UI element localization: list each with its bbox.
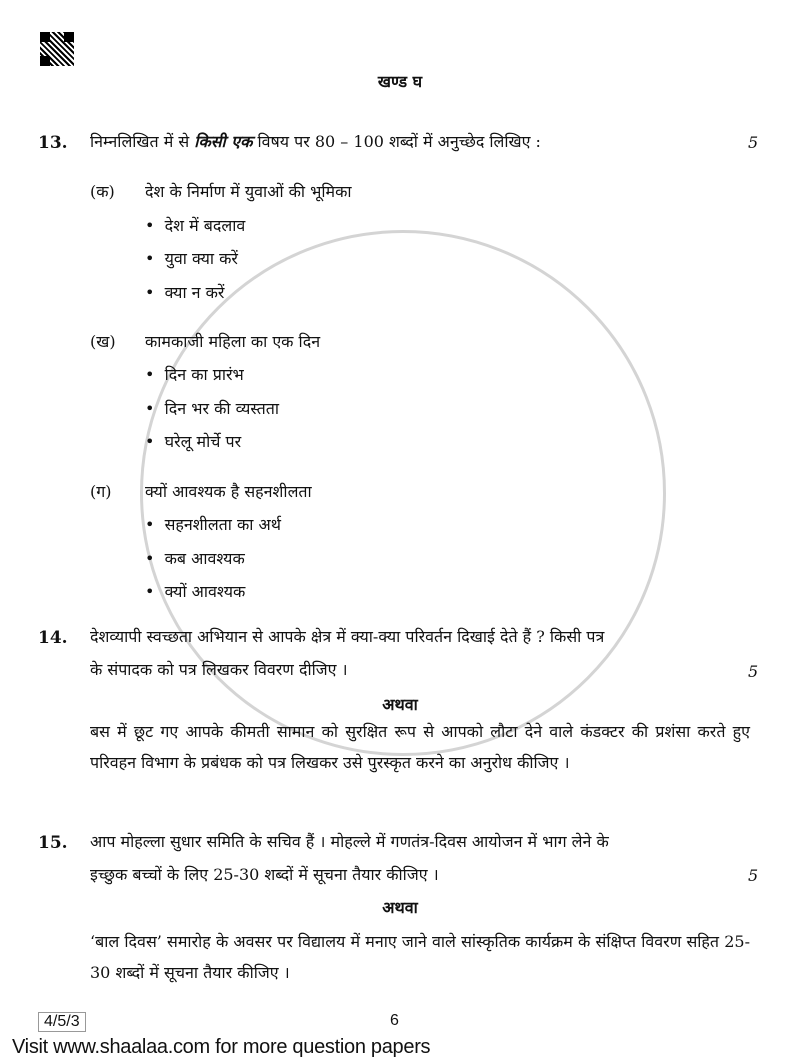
point-text: क्या न करें [164,283,225,302]
option-label: (ख) [90,332,116,351]
option-point: • सहनशीलता का अर्थ [145,515,281,534]
option-point: • युवा क्या करें [145,249,238,268]
point-text: युवा क्या करें [164,249,238,268]
point-text: कब आवश्यक [164,549,245,568]
option-title: देश के निर्माण में युवाओं की भूमिका [145,182,352,201]
question-marks: 5 [748,133,759,152]
or-label: अथवा [382,695,418,714]
section-heading: खण्ड घ [377,72,423,91]
option-point: • क्यों आवश्यक [145,582,246,601]
point-text: दिन भर की व्यस्तता [164,399,279,418]
option-point: • दिन भर की व्यस्तता [145,399,279,418]
question-number: 13. [38,133,68,153]
question-number: 15. [38,833,68,853]
alternative-question: बस में छूट गए आपके कीमती सामान को सुरक्षित रूप से आपको लौटा देने वाले कंडक्टर की प्रशंसा करते हुए परिवहन विभाग के प्रबंधक को पत्र लिखकर उसे पुरस्कृत करने का अनुरोध कीजिए । [90,722,750,772]
option-point: • दिन का प्रारंभ [145,365,244,384]
point-text: घरेलू मोर्चे पर [164,432,242,451]
question-number: 14. [38,628,68,648]
question-text-part: विषय पर 80 – 100 शब्दों में अनुच्छेद लिखिए : [252,132,541,151]
qr-code-icon [40,32,74,66]
option-title: क्यों आवश्यक है सहनशीलता [145,482,312,501]
or-label: अथवा [382,898,418,917]
point-text: दिन का प्रारंभ [164,365,244,384]
option-label: (क) [90,182,115,201]
question-text [90,132,541,152]
question-text-line: आप मोहल्ला सुधार समिति के सचिव हैं । मोहल्ले में गणतंत्र-दिवस आयोजन में भाग लेने के [90,832,609,851]
question-text-part: निम्नलिखित में से [90,132,195,151]
option-point: • देश में बदलाव [145,216,246,235]
point-text: देश में बदलाव [164,216,246,235]
question-marks: 5 [748,662,759,681]
question-text-line: देशव्यापी स्वच्छता अभियान से आपके क्षेत्र में क्या-क्या परिवर्तन दिखाई देते हैं ? किसी पत्र [90,627,605,646]
page-number: 6 [390,1012,399,1029]
question-text-line: के संपादक को पत्र लिखकर विवरण दीजिए । [90,660,348,679]
option-point: • क्या न करें [145,283,225,302]
visit-link[interactable]: Visit www.shaalaa.com for more question papers [12,1036,431,1058]
option-point: • कब आवश्यक [145,549,245,568]
point-text: क्यों आवश्यक [164,582,246,601]
point-text: सहनशीलता का अर्थ [164,515,281,534]
alternative-question: ‘बाल दिवस’ समारोह के अवसर पर विद्यालय में मनाए जाने वाले सांस्कृतिक कार्यक्रम के संक्षिप्त विवरण सहित 25-30 शब्दों में सूचना तैयार कीजिए । [90,932,750,982]
question-emphasis: किसी एक [194,132,253,151]
option-label: (ग) [90,482,112,501]
paper-code: 4/5/3 [38,1012,86,1032]
option-title: कामकाजी महिला का एक दिन [145,332,321,351]
question-marks: 5 [748,866,759,885]
question-text-line: इच्छुक बच्चों के लिए 25-30 शब्दों में सूचना तैयार कीजिए । [90,865,439,884]
option-point: • घरेलू मोर्चे पर [145,432,242,451]
